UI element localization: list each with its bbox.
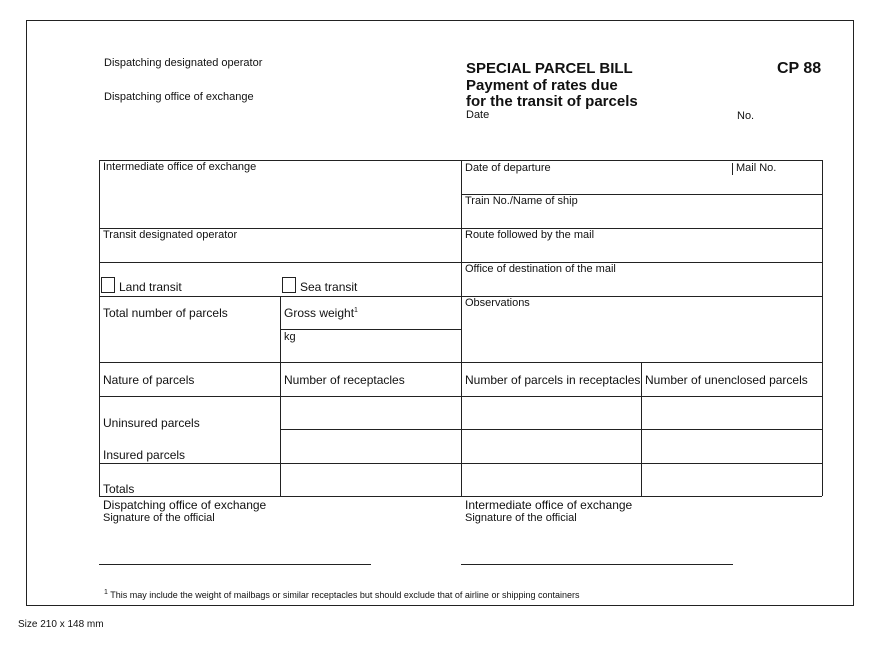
- form-subtitle-2: for the transit of parcels: [466, 93, 638, 110]
- no-label: No.: [737, 110, 755, 122]
- dispatching-office-label: Dispatching office of exchange: [104, 91, 254, 103]
- footnote-marker: 1: [104, 589, 108, 596]
- grid-line: [641, 362, 642, 496]
- gross-weight-label: Gross weight$^1$: [284, 306, 358, 320]
- land-transit-label: Land transit: [119, 280, 182, 294]
- date-departure-label: Date of departure: [465, 162, 551, 174]
- grid-line: [99, 496, 822, 497]
- table-header-unenclosed: Number of unenclosed parcels: [645, 373, 808, 387]
- form-subtitle-1: Payment of rates due: [466, 77, 618, 94]
- destination-office-label: Office of destination of the mail: [465, 263, 616, 275]
- sea-transit-label: Sea transit: [300, 280, 358, 294]
- left-signature-line: [99, 564, 371, 565]
- grid-line: [280, 329, 461, 330]
- grid-line: [280, 296, 281, 496]
- right-signature-sub: Signature of the official: [465, 512, 577, 524]
- footnote-marker: 1: [354, 307, 358, 314]
- intermediate-office-label: Intermediate office of exchange: [103, 161, 257, 173]
- right-signature-title: Intermediate office of exchange: [465, 498, 633, 512]
- row-insured: Insured parcels: [103, 448, 186, 462]
- sea-transit-checkbox[interactable]: [282, 277, 296, 293]
- date-label: Date: [466, 109, 490, 121]
- grid-line: [280, 429, 822, 430]
- left-signature-title: Dispatching office of exchange: [103, 498, 267, 512]
- grid-line: [99, 160, 100, 496]
- row-uninsured: Uninsured parcels: [103, 416, 200, 430]
- size-note: Size 210 x 148 mm: [18, 619, 104, 630]
- left-signature-sub: Signature of the official: [103, 512, 215, 524]
- route-label: Route followed by the mail: [465, 229, 595, 241]
- kg-label: kg: [284, 331, 296, 343]
- transit-operator-label: Transit designated operator: [103, 229, 238, 241]
- table-header-parcels-in-receptacles: Number of parcels in receptacles: [465, 373, 641, 387]
- footnote: $^1$ This may include the weight of mailbags or similar receptacles but should exclude that of airline or shipping containers: [104, 589, 580, 600]
- form-title: SPECIAL PARCEL BILL: [466, 60, 633, 77]
- table-header-receptacles: Number of receptacles: [284, 373, 405, 387]
- right-signature-line: [461, 564, 733, 565]
- grid-line: [461, 160, 462, 496]
- observations-label: Observations: [465, 297, 530, 309]
- dispatching-operator-label: Dispatching designated operator: [104, 57, 263, 69]
- land-transit-checkbox[interactable]: [101, 277, 115, 293]
- train-ship-label: Train No./Name of ship: [465, 195, 578, 207]
- table-header-nature: Nature of parcels: [103, 373, 195, 387]
- mail-no-label: Mail No.: [736, 162, 777, 174]
- total-parcels-label: Total number of parcels: [103, 306, 228, 320]
- grid-line: [822, 160, 823, 496]
- grid-line: [732, 163, 733, 175]
- form-code: CP 88: [777, 60, 822, 77]
- row-totals: Totals: [103, 482, 135, 496]
